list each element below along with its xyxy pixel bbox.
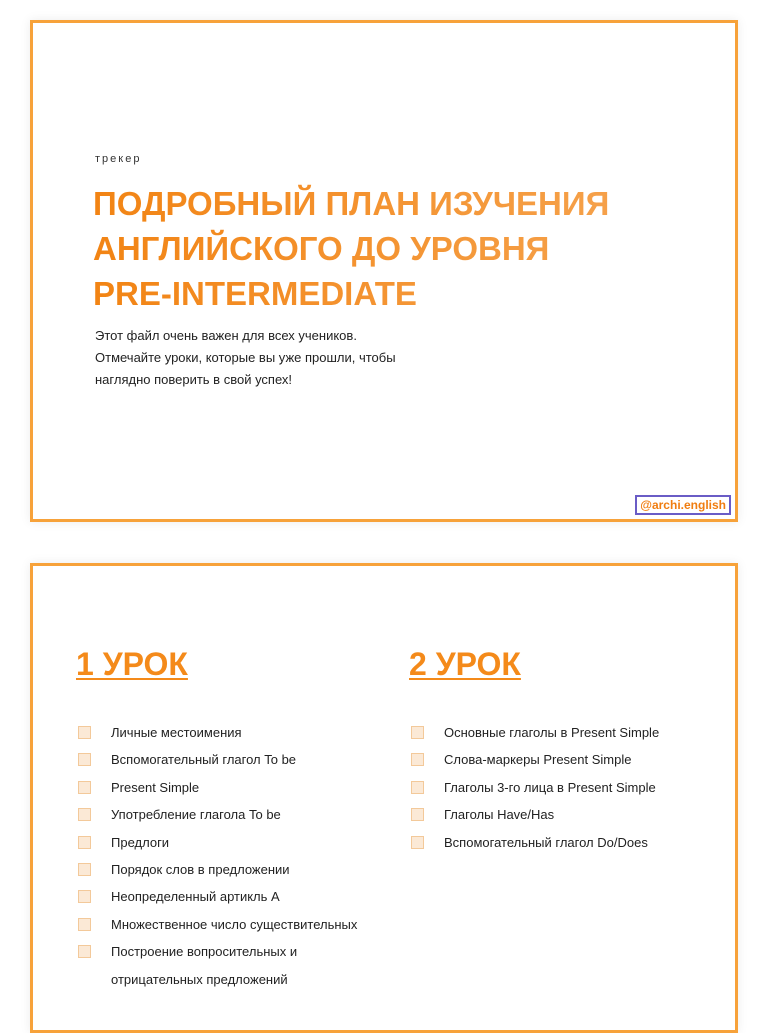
lesson-2-column — [409, 644, 659, 859]
lesson-1-title: 1 УРОК — [76, 646, 188, 682]
checklist-item-label: Множественное число существительных — [111, 916, 358, 932]
tracker-tag: трекер — [95, 153, 142, 165]
title-line: ПОДРОБНЫЙ ПЛАН ИЗУЧЕНИЯ — [93, 185, 610, 222]
checklist-item-label: Неопределенный артикль А — [111, 889, 280, 905]
checklist-item-line: Построение вопросительных и — [111, 944, 298, 960]
checklist-item-label: Слова-маркеры Present Simple — [444, 752, 632, 768]
instagram-handle-badge: @archi.english — [635, 495, 731, 515]
checklist-item-label: Глаголы 3-го лица в Present Simple — [444, 779, 656, 795]
checkbox[interactable] — [411, 753, 424, 766]
checkbox[interactable] — [78, 890, 91, 903]
checkbox[interactable] — [78, 918, 91, 931]
checkbox[interactable] — [411, 836, 424, 849]
checklist-item — [409, 749, 659, 776]
checkbox[interactable] — [411, 726, 424, 739]
intro-line: Отмечайте уроки, которые вы уже прошли, чтобы — [95, 350, 396, 365]
checklist-item-label: Порядок слов в предложении — [111, 861, 290, 877]
checklist-item-label: Личные местоимения — [111, 725, 242, 740]
checkbox[interactable] — [411, 781, 424, 794]
checkbox[interactable] — [78, 808, 91, 821]
checklist-item — [76, 941, 357, 993]
checklist-item — [76, 722, 357, 749]
checklist-item — [409, 777, 659, 804]
checklist-item-line: отрицательных предложений — [111, 971, 288, 987]
checklist-item — [409, 804, 659, 831]
checkbox[interactable] — [78, 863, 91, 876]
checkbox[interactable] — [78, 781, 91, 794]
checklist-item — [409, 832, 659, 859]
checklist-item-label: Вспомогательный глагол Do/Does — [444, 834, 648, 850]
checklist-item — [76, 777, 357, 804]
checkbox[interactable] — [78, 726, 91, 739]
checklist-item — [76, 914, 357, 941]
lesson-2-checklist — [409, 722, 659, 859]
checklist-item-label: Употребление глагола To be — [111, 807, 281, 823]
checklist-item-label: Глаголы Have/Has — [444, 807, 555, 823]
lesson-1-column — [76, 644, 357, 993]
cover-slide — [30, 20, 738, 522]
checkbox[interactable] — [78, 836, 91, 849]
checklist-item-label: Вспомогательный глагол To be — [111, 752, 297, 768]
checklist-item-label: Present Simple — [111, 779, 200, 795]
checklist-item — [76, 859, 357, 886]
lesson-1-checklist — [76, 722, 357, 993]
checklist-item — [76, 886, 357, 913]
checklist-item-label — [111, 938, 297, 993]
intro-line: Этот файл очень важен для всех учеников. — [95, 328, 357, 343]
title-line: PRE-INTERMEDIATE — [93, 275, 417, 312]
checklist-item — [76, 832, 357, 859]
intro-line: наглядно поверить в свой успех! — [95, 372, 293, 387]
checkbox[interactable] — [78, 753, 91, 766]
intro-text — [95, 325, 515, 391]
checkbox[interactable] — [78, 945, 91, 958]
title-line: АНГЛИЙСКОГО ДО УРОВНЯ — [93, 230, 550, 267]
page-title — [93, 181, 693, 316]
checklist-item — [76, 749, 357, 776]
checklist-item-label: Основные глаголы в Present Simple — [444, 725, 660, 740]
lesson-2-title: 2 УРОК — [409, 646, 521, 682]
checklist-item-label: Предлоги — [111, 834, 170, 850]
checklist-item — [409, 722, 659, 749]
checklist-item — [76, 804, 357, 831]
checkbox[interactable] — [411, 808, 424, 821]
lessons-slide — [30, 563, 738, 1033]
